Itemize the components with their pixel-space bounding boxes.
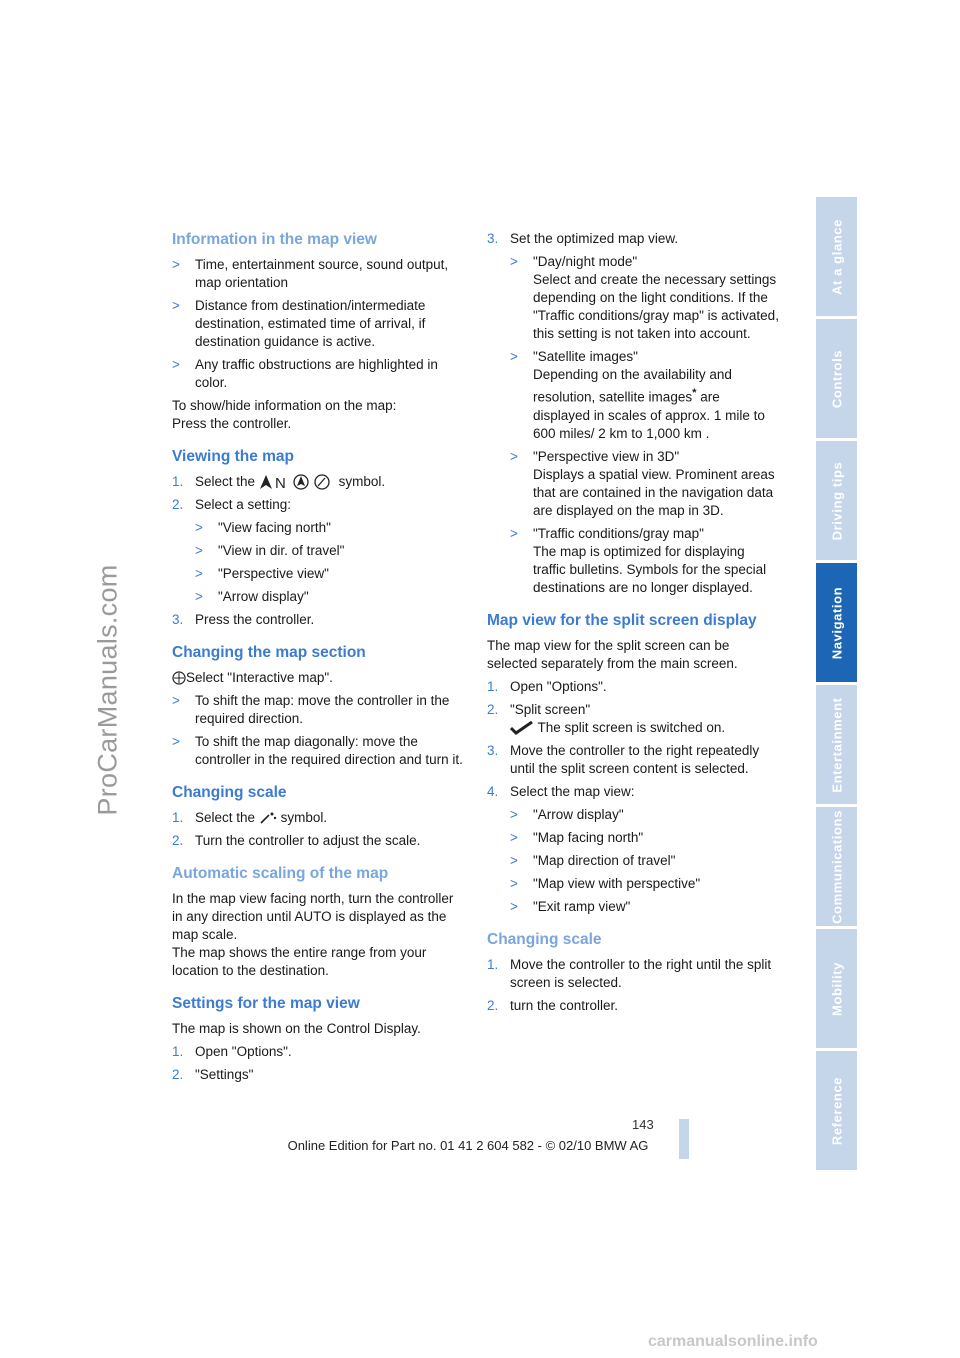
item-text: "Arrow display": [533, 806, 624, 822]
tab-label: Controls: [829, 349, 844, 408]
page-number: 143: [632, 1117, 654, 1132]
tab-label: Mobility: [829, 961, 844, 1016]
heading-scale: Changing scale: [172, 784, 287, 801]
item-text: [533, 448, 779, 520]
step-number: 2.: [172, 497, 184, 512]
step: [487, 678, 779, 696]
bullet-icon: >: [172, 298, 180, 313]
list-item: [172, 733, 464, 769]
bullet-icon: >: [510, 254, 518, 269]
paragraph: The map is shown on the Control Display.: [172, 1021, 421, 1036]
tab-driving-tips[interactable]: [816, 441, 857, 563]
scale-icon: [259, 811, 277, 825]
list-item: [172, 356, 464, 392]
item-text: "Arrow display": [218, 589, 309, 604]
heading-split: Map view for the split screen display: [487, 611, 757, 629]
step-text: Set the optimized map view.: [510, 231, 679, 246]
paragraph: In the map view facing north, turn the controller in any direction until AUTO is displayed as the map scale.: [172, 891, 454, 942]
tab-label: Communications: [829, 809, 844, 924]
option-text: Depending on the availability and resolution, satellite images: [533, 367, 732, 405]
item-text: "Exit ramp view": [533, 898, 631, 914]
list-item: [195, 588, 464, 606]
list-item: [195, 565, 464, 583]
bullet-icon: >: [195, 520, 203, 535]
step-text: [510, 701, 725, 737]
option-text: are displayed in scales of approx. 1 mile to 600 miles/ 2 km to 1,000 km .: [533, 389, 765, 441]
item-text: Distance from destination/intermediate destination, estimated time of arrival, if destination guidance is active.: [195, 298, 426, 349]
bullet-icon: >: [172, 357, 180, 372]
bullet-icon: >: [510, 349, 518, 364]
bullet-icon: >: [195, 589, 203, 604]
text: Select the: [195, 810, 256, 825]
bullet-icon: >: [172, 693, 180, 708]
step-number: 4.: [487, 783, 499, 799]
tab-label: Reference: [829, 1076, 844, 1145]
item-text: Time, entertainment source, sound output, map orientation: [195, 257, 449, 290]
list-item: [195, 542, 464, 560]
step-number: 2.: [172, 1067, 184, 1082]
bullet-icon: >: [510, 448, 518, 464]
bullet-icon: >: [510, 875, 518, 891]
text: Select "Interactive map".: [186, 670, 333, 685]
item-text: To shift the map: move the controller in the required direction.: [195, 693, 450, 726]
chapter-tabs: [816, 197, 857, 1173]
optional-equipment-star: *: [692, 387, 697, 399]
brand-watermark: carmanualsonline.info: [648, 1333, 818, 1350]
step-text: Turn the controller to adjust the scale.: [195, 833, 421, 848]
item-text: [533, 348, 779, 443]
step: [172, 611, 464, 629]
option-text: Select and create the necessary settings depending on the light conditions. If the "Traffic conditions/gray map" is activated, this setting is not taken into account.: [533, 272, 779, 341]
paragraph: [172, 669, 464, 687]
watermark: ProCarManuals.com: [92, 564, 123, 816]
text: Select the: [195, 474, 256, 489]
list-item: [510, 852, 779, 870]
list-item: [510, 348, 779, 443]
step-number: 1.: [172, 474, 184, 489]
bullet-icon: >: [172, 257, 180, 272]
step: [487, 701, 779, 737]
list-item: [510, 448, 779, 520]
list-item: [510, 829, 779, 847]
footer: Online Edition for Part no. 01 41 2 604 582 - © 02/10 BMW AG: [287, 1138, 649, 1153]
step: [172, 809, 464, 827]
svg-text:N: N: [274, 475, 286, 491]
paragraph: The map view for the split screen can be selected separately from the main screen.: [487, 637, 738, 671]
bullet-icon: >: [510, 829, 518, 845]
interactive-map-icon: [172, 671, 186, 685]
step: [172, 832, 464, 850]
option-text: Displays a spatial view. Prominent areas that are contained in the navigation data are displayed on the map in 3D.: [533, 466, 775, 518]
map-orientation-icons: [259, 474, 335, 490]
option-title: "Traffic conditions/gray map": [533, 525, 704, 541]
step-number: 2.: [487, 701, 499, 717]
list-item: [510, 253, 779, 343]
step-text: turn the controller.: [510, 997, 619, 1013]
step-number: 1.: [172, 1044, 184, 1059]
bullet-icon: >: [510, 898, 518, 914]
option-text: The map is optimized for displaying traffic bulletins. Symbols for the special destinations are no longer displayed.: [533, 543, 767, 595]
step: [487, 742, 779, 778]
item-text: [533, 253, 779, 343]
right-column: [487, 230, 779, 1020]
step-text: Press the controller.: [195, 612, 315, 627]
step-text: Open "Options".: [195, 1044, 292, 1059]
step-number: 1.: [172, 810, 184, 825]
step-number: 2.: [172, 833, 184, 848]
item-text: "View facing north": [218, 520, 331, 535]
list-item: [172, 297, 464, 351]
tab-mobility[interactable]: [816, 929, 857, 1051]
list-item: [510, 898, 779, 916]
step-text: Move the controller to the right until the split screen is selected.: [510, 956, 772, 990]
text: The split screen is switched on.: [537, 719, 726, 735]
tab-controls[interactable]: [816, 319, 857, 441]
step-number: 3.: [172, 612, 184, 627]
bullet-icon: >: [195, 566, 203, 581]
tab-at-a-glance[interactable]: [816, 197, 857, 319]
heading-settings: Settings for the map view: [172, 995, 360, 1012]
option-title: "Day/night mode": [533, 254, 638, 269]
list-item: [172, 256, 464, 292]
tab-label: Entertainment: [829, 696, 844, 793]
item-text: "Map direction of travel": [533, 852, 676, 868]
step: [487, 783, 779, 801]
list-item: [510, 525, 779, 597]
bullet-icon: >: [172, 734, 180, 749]
heading-auto-scaling: Automatic scaling of the map: [172, 865, 389, 882]
heading-scale-2: Changing scale: [487, 930, 602, 948]
list-item: [510, 875, 779, 893]
step: [487, 997, 779, 1015]
step-text: Select the map view:: [510, 783, 635, 799]
step: [172, 1043, 464, 1061]
paragraph: To show/hide information on the map:: [172, 398, 397, 413]
option-title: "Satellite images": [533, 349, 638, 364]
item-text: "Map view with perspective": [533, 875, 701, 891]
tab-label: At a glance: [829, 218, 844, 295]
heading-section: Changing the map section: [172, 644, 366, 661]
step-text: Select a setting:: [195, 497, 292, 512]
heading-info: Information in the map view: [172, 231, 377, 248]
tab-navigation[interactable]: [816, 563, 857, 685]
step: [172, 473, 464, 491]
step-number: 2.: [487, 997, 499, 1013]
item-text: To shift the map diagonally: move the controller in the required direction and turn it.: [195, 734, 463, 767]
step: [172, 496, 464, 514]
bullet-icon: >: [510, 852, 518, 868]
heading-viewing: Viewing the map: [172, 448, 295, 465]
list-item: [195, 519, 464, 537]
item-text: "View in dir. of travel": [218, 543, 345, 558]
tab-label: Driving tips: [829, 461, 844, 540]
step-number: 3.: [487, 742, 499, 758]
item-text: Any traffic obstructions are highlighted in color.: [195, 357, 438, 390]
text: symbol.: [338, 474, 386, 489]
item-text: [533, 525, 779, 597]
step: [487, 956, 779, 992]
item-text: "Map facing north": [533, 829, 644, 845]
option-title: "Perspective view in 3D": [533, 448, 680, 464]
checkmark-icon: [510, 721, 534, 735]
step-text: Open "Options".: [510, 678, 607, 694]
step: [172, 1066, 464, 1084]
step-number: 1.: [487, 678, 499, 694]
tab-communications[interactable]: [816, 807, 857, 929]
item-text: "Perspective view": [218, 566, 329, 581]
step-text: Move the controller to the right repeatedly until the split screen content is selected.: [510, 742, 760, 776]
bullet-icon: >: [510, 806, 518, 822]
text: "Split screen": [510, 701, 591, 717]
step-text: "Settings": [195, 1067, 254, 1082]
left-column: [172, 230, 464, 1089]
step-number: 3.: [487, 231, 499, 246]
tab-entertainment[interactable]: [816, 685, 857, 807]
step-number: 1.: [487, 956, 499, 972]
tab-reference[interactable]: [816, 1051, 857, 1173]
bullet-icon: >: [195, 543, 203, 558]
text: symbol.: [280, 810, 328, 825]
tab-label: Navigation: [829, 586, 844, 659]
list-item: [172, 692, 464, 728]
bullet-icon: >: [510, 525, 518, 541]
paragraph: Press the controller.: [172, 416, 292, 431]
step: [487, 230, 779, 248]
paragraph: The map shows the entire range from your location to the destination.: [172, 945, 427, 978]
list-item: [510, 806, 779, 824]
step-text: [195, 809, 327, 827]
step-text: [195, 473, 385, 491]
